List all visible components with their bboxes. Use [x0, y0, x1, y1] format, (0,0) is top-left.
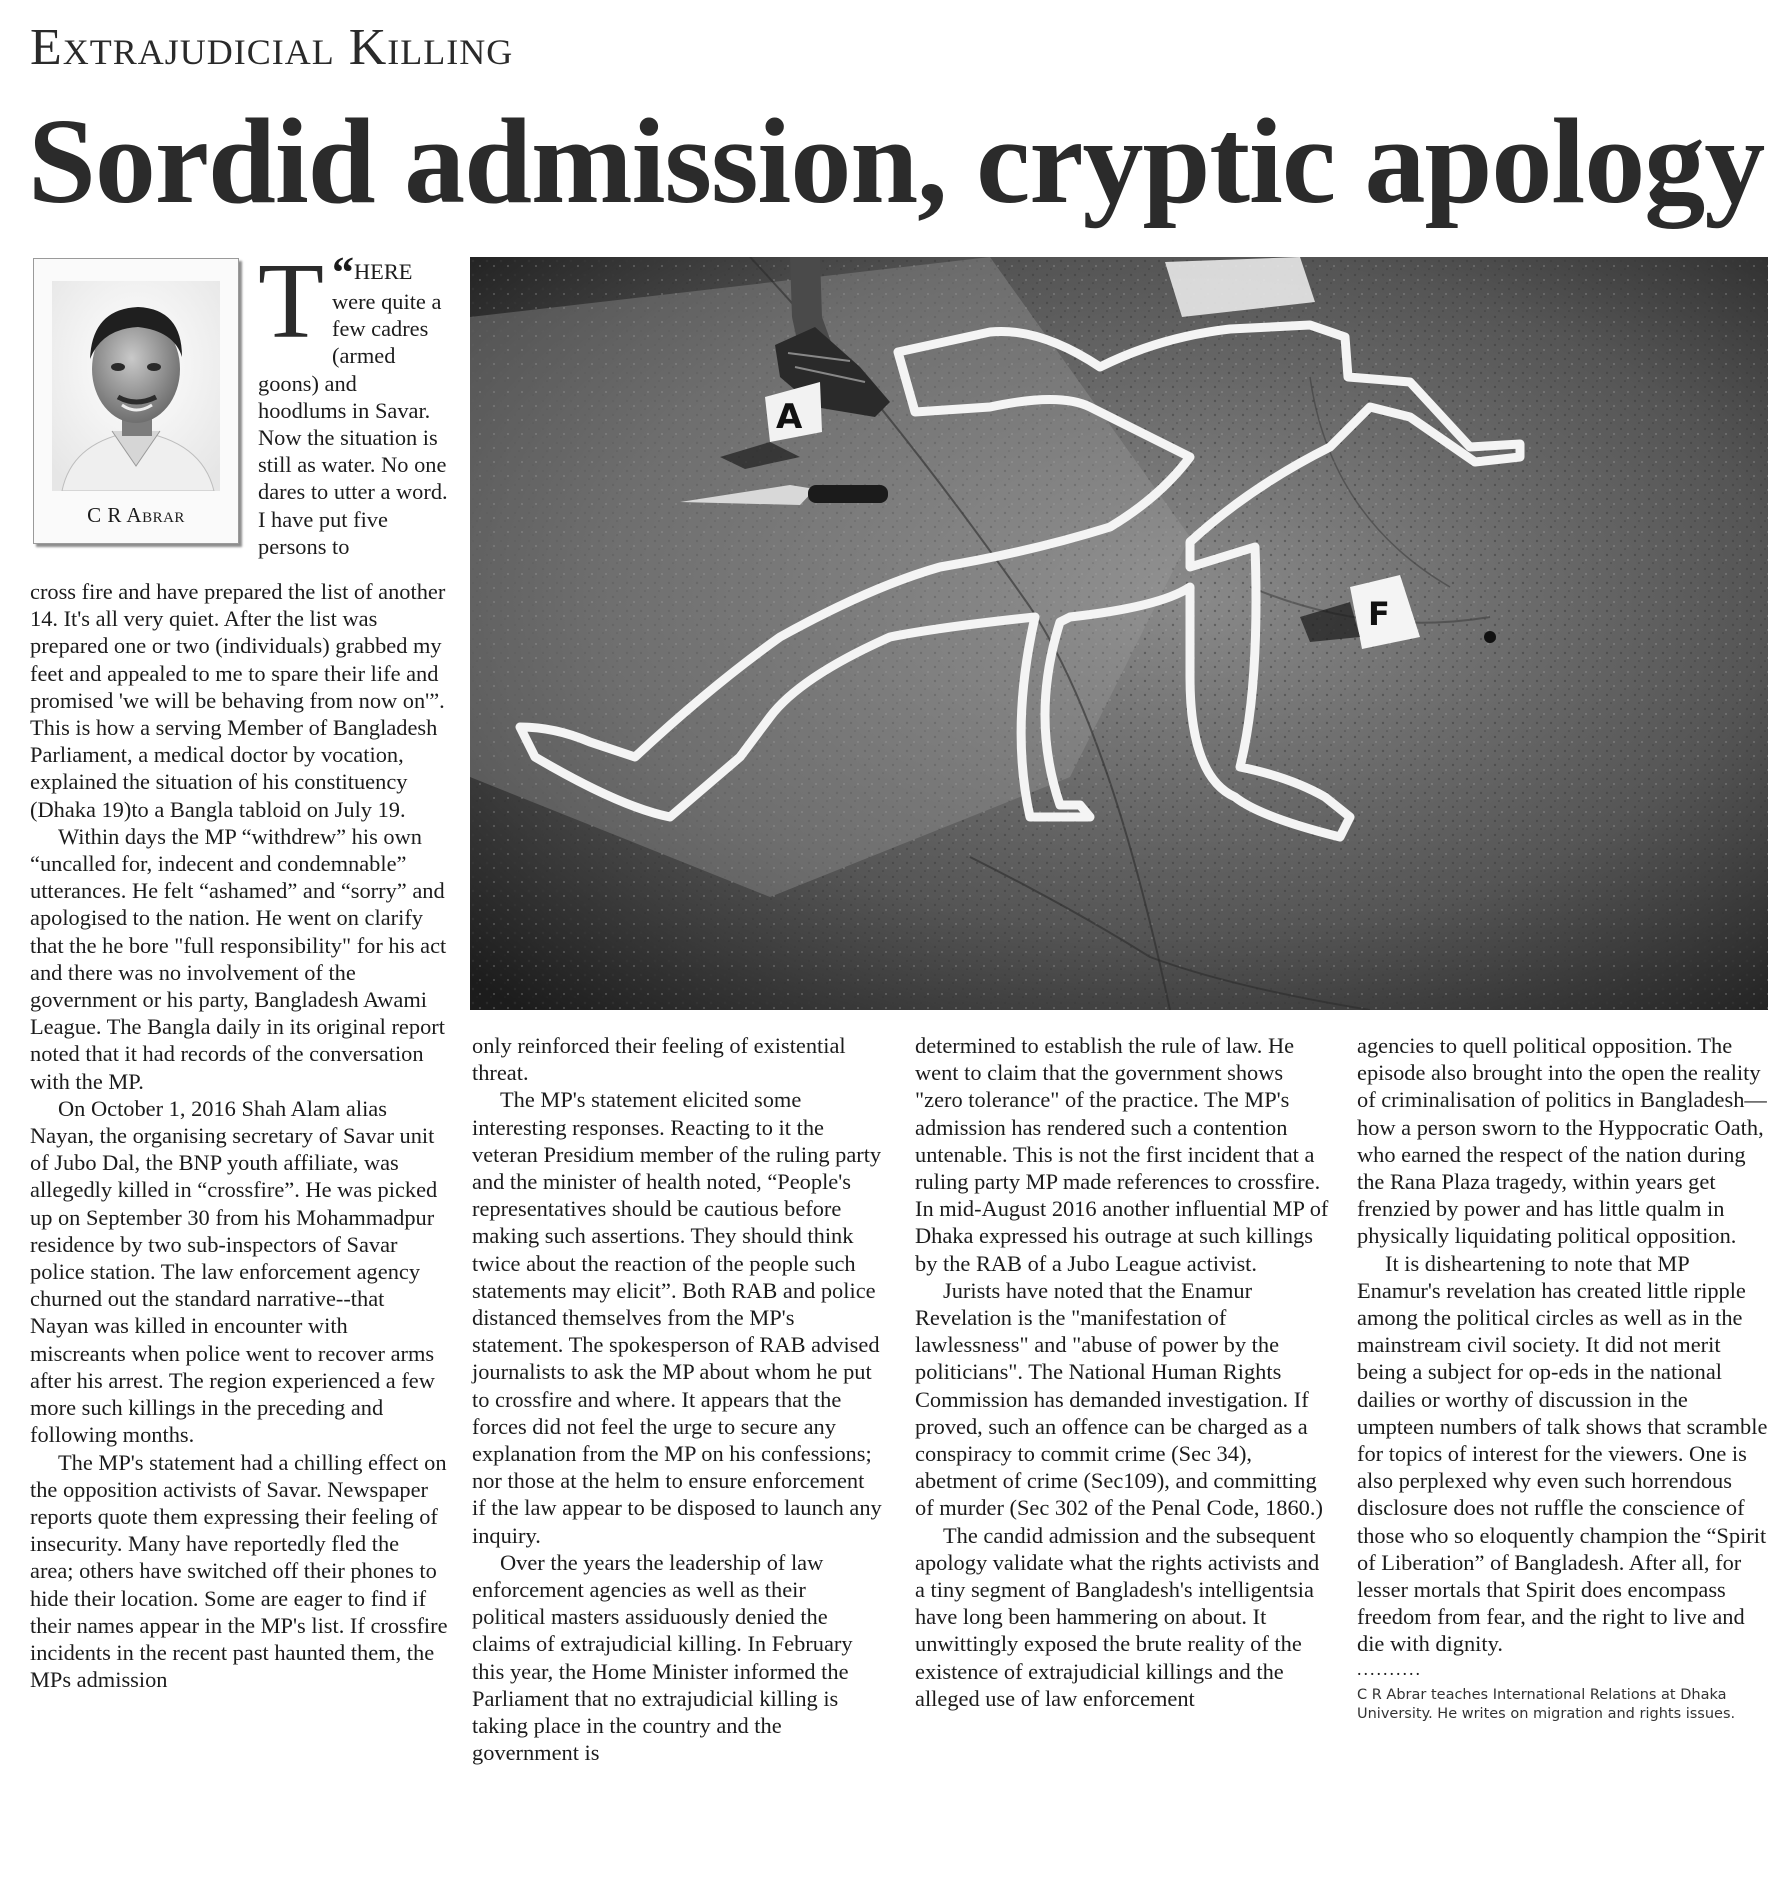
- paragraph-4-continued: only reinforced their feeling of existential threat.: [472, 1033, 846, 1086]
- column-1: [30, 578, 448, 1693]
- crime-scene-photo: [470, 257, 1768, 1010]
- column-2: [472, 1032, 882, 1766]
- end-mark: ..........: [1357, 1658, 1422, 1679]
- author-name: C R Abrar: [87, 503, 185, 527]
- marker-a-label: A: [776, 397, 803, 437]
- marker-f-label: F: [1368, 595, 1390, 633]
- section-kicker: Extrajudicial Killing: [30, 19, 514, 76]
- paragraph-5: The MP's statement elicited some interesting responses. Reacting to it the veteran Presidium member of the ruling party and the minister of health noted, “People's representatives should be cautious before making such assertions. They should think twice about the reaction of the people such statements may elicit”. Both RAB and police distanced themselves from the MP's statement. The spokesperson of RAB advised journalists to ask the MP about whom he put to crossfire and where. It appears that the forces did not feel the urge to secure any explanation from the MP on his confessions; nor those at the helm to ensure enforcement if the law appear to be disposed to launch any inquiry.: [472, 1087, 882, 1548]
- paragraph-8: The candid admission and the subsequent apology validate what the rights activists and a tiny segment of Bangladesh's intelligentsia have long been hammering on about. It unwittingly exposed the brute reality of the existence of extrajudicial killings and the alleged use of law enforcement: [915, 1522, 1320, 1711]
- paragraph-8-continued: agencies to quell political opposition. The episode also brought into the open the reality of criminalisation of politics in Bangladesh—how a person sworn to the Hyppocratic Oath, who earned the respect of the nation during the Rana Plaza tragedy, within years get frenzied by power and has little qualm in physically liquidating political opposition.: [1357, 1033, 1767, 1249]
- paragraph-3: On October 1, 2016 Shah Alam alias Nayan, the organising secretary of Savar unit of Jubo Dal, the BNP youth affiliate, was allegedly killed in “crossfire”. He was picked up on September 30 from his Mohammadpur residence by two sub-inspectors of Savar police station. The law enforcement agency churned out the standard narrative--that Nayan was killed in encounter with miscreants when police went to recover arms after his arrest. The region experienced a few more such killings in the preceding and following months.: [30, 1095, 438, 1448]
- paragraph-6: Over the years the leadership of law enforcement agencies as well as their political masters assiduously denied the claims of extrajudicial killing. In February this year, the Home Minister informed the Parliament that no extrajudicial killing is taking place in the country and the government is: [472, 1549, 853, 1766]
- paragraph-6-continued: determined to establish the rule of law. He went to claim that the government shows "zero tolerance" of the practice. The MP's admission has rendered such a contention untenable. This is not the first incident that a ruling party MP made references to crossfire. In mid-August 2016 another influential MP of Dhaka expressed his outrage at such killings by the RAB of a Jubo League activist.: [915, 1033, 1329, 1276]
- paragraph-7: Jurists have noted that the Enamur Revelation is the "manifestation of lawlessness" and "abuse of power by the politicians". The National Human Rights Commission has demanded investigation. If proved, such an offence can be charged as a conspiracy to commit crime (Sec 34), abetment of crime (Sec109), and committing of murder (Sec 302 of the Penal Code, 1860.): [915, 1277, 1323, 1521]
- paragraph-2: Within days the MP “withdrew” his own “uncalled for, indecent and condemnable” utterances. He felt “ashamed” and “sorry” and apologised to the nation. He went on clarify that the he bore "full responsibility" for his act and there was no involvement of the government or his party, Bangladesh Awami League. The Bangla daily in its original report noted that it had records of the conversation with the MP.: [30, 823, 447, 1094]
- lead-paragraph-rest: cross fire and have prepared the list of another 14. It's all very quiet. After the list was prepared one or two (individuals) grabbed my feet and appealed to me to spare their life and promised 'we will be behaving from now on'”. This is how a serving Member of Bangladesh Parliament, a medical doctor by vocation, explained the situation of his constituency (Dhaka 19)to a Bangla tabloid on July 19.: [30, 579, 446, 822]
- column-4: [1357, 1032, 1769, 1724]
- headline: Sordid admission, cryptic apology: [28, 94, 1765, 229]
- lead-paragraph-top: [258, 242, 448, 560]
- paragraph-9: It is disheartening to note that MP Enamur's revelation has created little ripple among the political circles as well as in the mainstream civil society. It did not merit being a subject for op-eds in the national dailies or worthy of discussion in the umpteen numbers of talk shows that scramble for topics of interest for the viewers. One is also perplexed why even such horrendous disclosure does not ruffle the conscience of those who so eloquently champion the “Spirit of Liberation” of Bangladesh. After all, for lesser mortals that Spirit does encompass freedom from fear, and the right to live and die with dignity.: [1357, 1250, 1768, 1657]
- drop-cap: T: [258, 242, 324, 361]
- author-bio: C R Abrar teaches International Relations at Dhaka University. He writes on migration and rights issues.: [1357, 1686, 1736, 1722]
- lead-text-top: HERE were quite a few cadres (armed goons) and hoodlums in Savar. Now the situation is still as water. No one dares to utter a word. I have put five persons to: [258, 259, 448, 559]
- column-3: [915, 1032, 1330, 1712]
- open-quote: “: [331, 248, 354, 297]
- author-box: [33, 258, 239, 544]
- author-photo: [52, 281, 220, 491]
- paragraph-4: The MP's statement had a chilling effect on the opposition activists of Savar. Newspaper reports quote them expressing their feeling of insecurity. Many have reportedly fled the area; others have switched off their phones to hide their location. Some are eager to find if their names appear in the MP's list. If crossfire incidents in the recent past haunted them, the MPs admission: [30, 1449, 448, 1693]
